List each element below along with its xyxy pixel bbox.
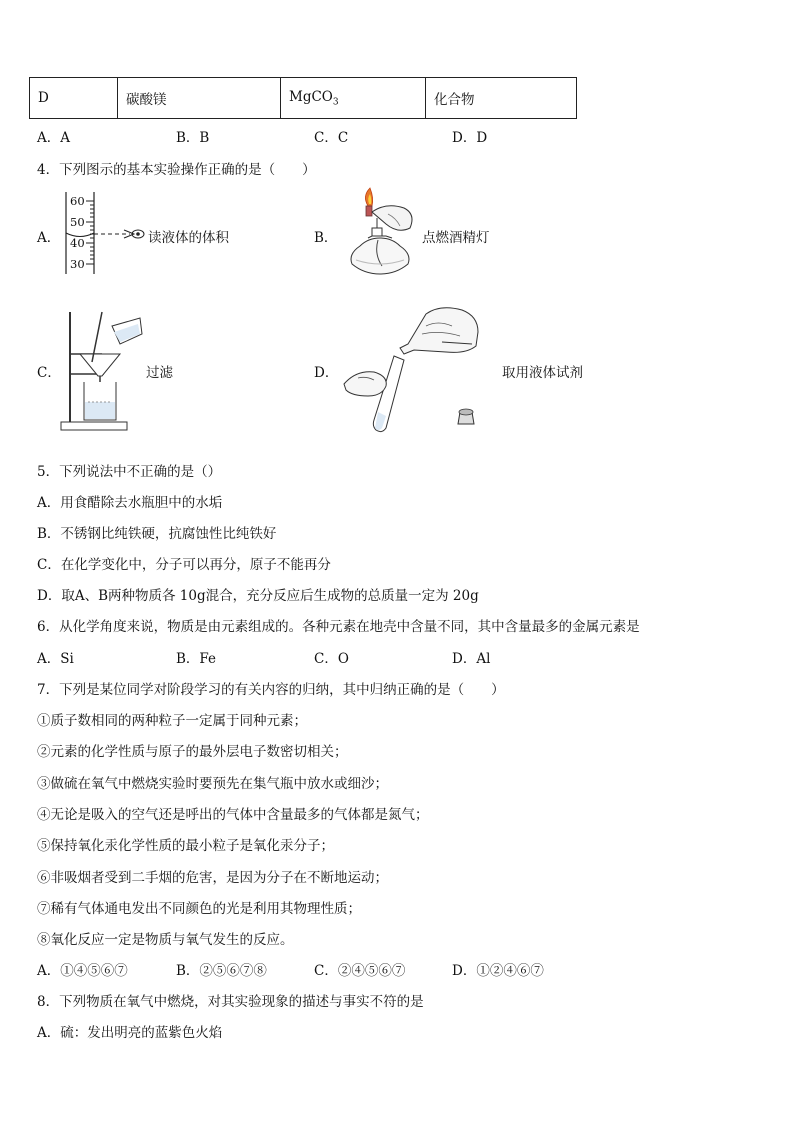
filtration-apparatus-figure xyxy=(58,304,148,434)
tick-label: 40 xyxy=(70,236,85,250)
table-cell: D xyxy=(30,78,118,119)
q4-stem: 4．下列图示的基本实验操作正确的是（ ） xyxy=(37,162,316,178)
q6-option-c[interactable]: C．O xyxy=(314,651,349,667)
table-row xyxy=(30,78,577,119)
q7-item: ⑤保持氧化汞化学性质的最小粒子是氧化汞分子； xyxy=(37,838,334,854)
q6-option-d[interactable]: D．Al xyxy=(452,651,491,667)
q7-option-d[interactable]: D．①②④⑥⑦ xyxy=(452,963,544,979)
formula-main: MgCO xyxy=(289,88,333,105)
alcohol-lamp-lighting-figure xyxy=(338,188,422,278)
table-cell xyxy=(281,78,426,119)
q4-option-b-caption: 点燃酒精灯 xyxy=(422,230,490,246)
q7-item: ⑧氧化反应一定是物质与氧气发生的反应。 xyxy=(37,932,294,948)
q7-stem: 7．下列是某位同学对阶段学习的有关内容的归纳，其中归纳正确的是（ ） xyxy=(37,682,505,698)
q6-option-a[interactable]: A．Si xyxy=(37,651,74,667)
q5-option-b[interactable]: B．不锈钢比纯铁硬，抗腐蚀性比纯铁好 xyxy=(37,526,277,542)
tick-label: 50 xyxy=(70,215,85,229)
q3-option-a[interactable]: A．A xyxy=(37,130,70,146)
q4-option-a-caption: 读液体的体积 xyxy=(148,230,229,246)
q4-option-d-letter[interactable]: D． xyxy=(314,365,339,381)
q7-item: ④无论是吸入的空气还是呼出的气体中含量最多的气体都是氮气； xyxy=(37,807,429,823)
q5-option-a[interactable]: A．用食醋除去水瓶胆中的水垢 xyxy=(37,495,223,511)
q4-option-d-caption: 取用液体试剂 xyxy=(502,365,583,381)
q8-stem: 8．下列物质在氧气中燃烧，对其实验现象的描述与事实不符的是 xyxy=(37,994,424,1010)
q7-option-b[interactable]: B．②⑤⑥⑦⑧ xyxy=(176,963,267,979)
q4-option-a-letter[interactable]: A． xyxy=(37,230,61,246)
q7-item: ⑦稀有气体通电发出不同颜色的光是利用其物理性质； xyxy=(37,901,361,917)
q4-option-b-letter[interactable]: B． xyxy=(314,230,338,246)
table-cell: 化合物 xyxy=(426,78,577,119)
q6-option-b[interactable]: B．Fe xyxy=(176,651,217,667)
pouring-liquid-reagent-figure xyxy=(342,304,492,434)
q7-item: ③做硫在氧气中燃烧实验时要预先在集气瓶中放水或细沙； xyxy=(37,776,388,792)
q3-option-d[interactable]: D．D xyxy=(452,130,488,146)
q4-option-c-caption: 过滤 xyxy=(146,365,173,381)
q3-option-b[interactable]: B．B xyxy=(176,130,210,146)
q5-option-d[interactable]: D．取A、B两种物质各 10g混合，充分反应后生成物的总质量一定为 20g xyxy=(37,588,479,604)
q7-item: ⑥非吸烟者受到二手烟的危害，是因为分子在不断地运动； xyxy=(37,870,388,886)
q3-option-c[interactable]: C．C xyxy=(314,130,349,146)
q7-item: ①质子数相同的两种粒子一定属于同种元素； xyxy=(37,713,307,729)
q3-table xyxy=(29,77,577,119)
q6-stem: 6．从化学角度来说，物质是由元素组成的。各种元素在地壳中含量不同，其中含量最多的金属元素是 xyxy=(37,619,640,635)
q7-option-a[interactable]: A．①④⑤⑥⑦ xyxy=(37,963,128,979)
tick-label: 60 xyxy=(70,194,85,208)
formula-subscript: 3 xyxy=(332,97,339,108)
q5-stem: 5．下列说法中不正确的是（） xyxy=(37,464,222,480)
q7-option-c[interactable]: C．②④⑤⑥⑦ xyxy=(314,963,406,979)
q4-option-c-letter[interactable]: C． xyxy=(37,365,61,381)
q7-item: ②元素的化学性质与原子的最外层电子数密切相关； xyxy=(37,744,348,760)
table-cell: 碳酸镁 xyxy=(118,78,281,119)
q5-option-c[interactable]: C．在化学变化中，分子可以再分，原子不能再分 xyxy=(37,557,331,573)
tick-label: 30 xyxy=(70,257,85,271)
q8-option-a[interactable]: A．硫：发出明亮的蓝紫色火焰 xyxy=(37,1025,223,1041)
